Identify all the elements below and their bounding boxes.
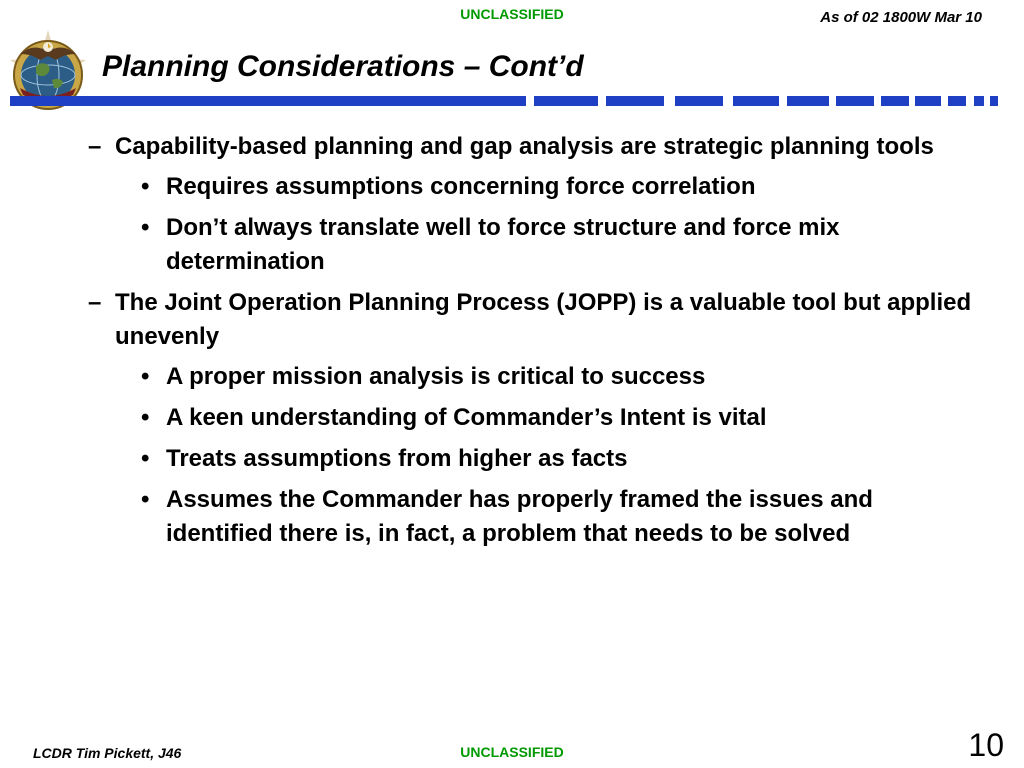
- classification-banner-top: UNCLASSIFIED: [460, 6, 564, 22]
- bullet-text: The Joint Operation Planning Process (JOPP) is a valuable tool but applied unevenly: [115, 289, 972, 350]
- bullet-marker: •: [141, 214, 150, 241]
- classification-banner-bottom: UNCLASSIFIED: [460, 744, 564, 760]
- date-stamp: As of 02 1800W Mar 10: [820, 9, 982, 26]
- bullet-text: Assumes the Commander has properly framed the issues and identified there is, in fact, a problem that needs to be solved: [166, 486, 873, 547]
- bullet-marker: •: [141, 363, 150, 390]
- bullet-level-2: [86, 211, 986, 279]
- title-underline-bar: [0, 94, 1024, 108]
- bullet-text: Treats assumptions from higher as facts: [166, 445, 628, 472]
- bullet-level-2: [86, 401, 986, 435]
- slide-title: Planning Considerations – Cont’d: [102, 50, 584, 83]
- bullet-marker: •: [141, 445, 150, 472]
- slide-body: [86, 130, 986, 558]
- bullet-level-1: [86, 286, 986, 354]
- bullet-level-2: [86, 442, 986, 476]
- bullet-text: Capability-based planning and gap analysis are strategic planning tools: [115, 133, 934, 160]
- dash-marker: –: [88, 133, 102, 160]
- bullet-level-1: [86, 130, 986, 164]
- page-number: 10: [968, 727, 1004, 763]
- bullet-level-2: [86, 170, 986, 204]
- bullet-level-2: [86, 360, 986, 394]
- bullet-marker: •: [141, 404, 150, 431]
- bullet-marker: •: [141, 173, 150, 200]
- dash-marker: –: [88, 289, 102, 316]
- bullet-marker: •: [141, 486, 150, 513]
- presenter-name: LCDR Tim Pickett, J46: [33, 745, 182, 761]
- bullet-text: Don’t always translate well to force structure and force mix determination: [166, 214, 840, 275]
- bullet-text: A proper mission analysis is critical to success: [166, 363, 706, 390]
- bullet-text: A keen understanding of Commander’s Intent is vital: [166, 404, 767, 431]
- bullet-level-2: [86, 483, 986, 551]
- bullet-text: Requires assumptions concerning force correlation: [166, 173, 756, 200]
